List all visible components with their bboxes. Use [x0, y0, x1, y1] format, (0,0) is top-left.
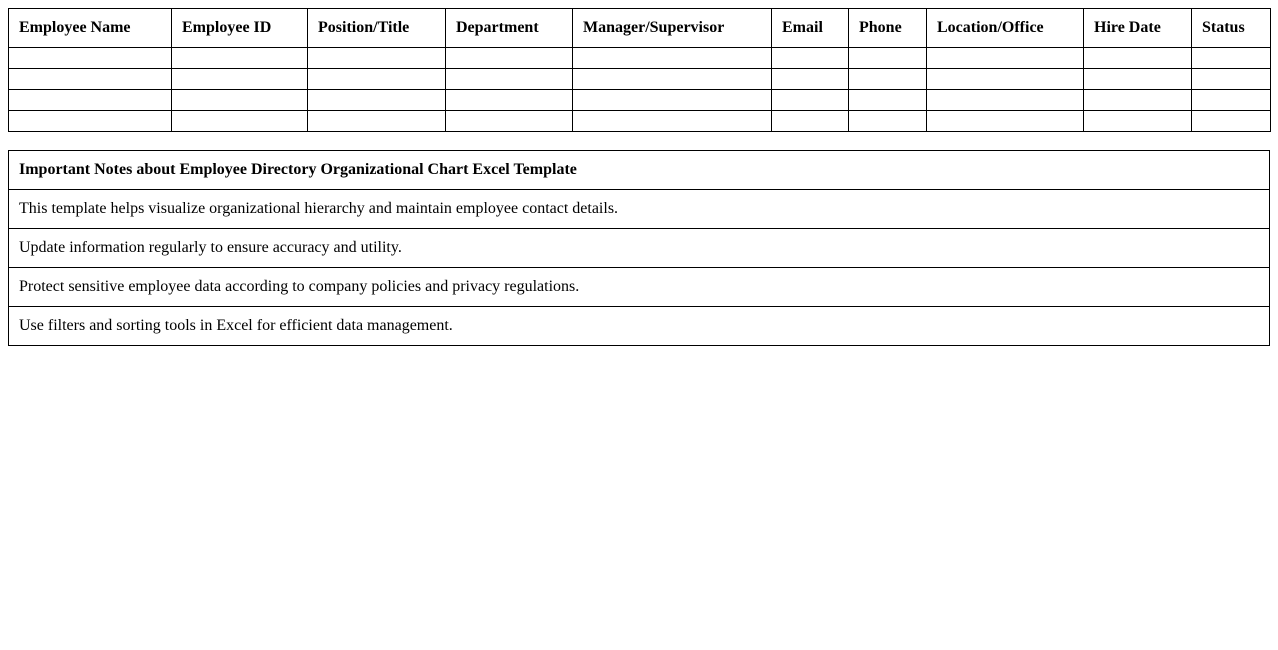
- table-cell[interactable]: [849, 111, 927, 132]
- column-header-email[interactable]: Email: [772, 9, 849, 48]
- table-cell[interactable]: [1192, 111, 1271, 132]
- column-header-status[interactable]: Status: [1192, 9, 1271, 48]
- table-cell[interactable]: [446, 48, 573, 69]
- table-cell[interactable]: [573, 111, 772, 132]
- table-cell[interactable]: [1084, 48, 1192, 69]
- employee-directory-table: [8, 8, 1271, 132]
- table-cell[interactable]: [172, 69, 308, 90]
- table-cell[interactable]: [9, 69, 172, 90]
- table-cell[interactable]: [573, 69, 772, 90]
- table-cell[interactable]: [308, 48, 446, 69]
- list-item: [9, 307, 1270, 346]
- table-cell[interactable]: [772, 48, 849, 69]
- note-text[interactable]: Update information regularly to ensure accuracy and utility.: [9, 229, 1270, 268]
- notes-title[interactable]: Important Notes about Employee Directory Organizational Chart Excel Template: [9, 151, 1270, 190]
- column-header-position-title[interactable]: Position/Title: [308, 9, 446, 48]
- note-text[interactable]: Protect sensitive employee data according to company policies and privacy regulations.: [9, 268, 1270, 307]
- table-cell[interactable]: [1084, 111, 1192, 132]
- table-cell[interactable]: [1192, 48, 1271, 69]
- note-text[interactable]: Use filters and sorting tools in Excel for efficient data management.: [9, 307, 1270, 346]
- table-cell[interactable]: [9, 48, 172, 69]
- column-header-hire-date[interactable]: Hire Date: [1084, 9, 1192, 48]
- list-item: [9, 268, 1270, 307]
- table-cell[interactable]: [927, 90, 1084, 111]
- notes-title-row: [9, 151, 1270, 190]
- table-cell[interactable]: [446, 90, 573, 111]
- column-header-employee-name[interactable]: Employee Name: [9, 9, 172, 48]
- table-cell[interactable]: [772, 69, 849, 90]
- table-cell[interactable]: [927, 69, 1084, 90]
- table-cell[interactable]: [772, 111, 849, 132]
- column-header-phone[interactable]: Phone: [849, 9, 927, 48]
- note-text[interactable]: This template helps visualize organizational hierarchy and maintain employee contact details.: [9, 190, 1270, 229]
- table-cell[interactable]: [849, 90, 927, 111]
- table-cell[interactable]: [9, 111, 172, 132]
- table-cell[interactable]: [573, 90, 772, 111]
- table-cell[interactable]: [446, 111, 573, 132]
- table-cell[interactable]: [772, 90, 849, 111]
- important-notes-table: [8, 150, 1270, 346]
- table-cell[interactable]: [1084, 69, 1192, 90]
- table-cell[interactable]: [172, 111, 308, 132]
- table-cell[interactable]: [308, 111, 446, 132]
- column-header-location-office[interactable]: Location/Office: [927, 9, 1084, 48]
- table-cell[interactable]: [172, 48, 308, 69]
- table-row: [9, 48, 1271, 69]
- table-row: [9, 111, 1271, 132]
- table-cell[interactable]: [927, 111, 1084, 132]
- table-header-row: [9, 9, 1271, 48]
- table-cell[interactable]: [849, 69, 927, 90]
- table-cell[interactable]: [1192, 90, 1271, 111]
- table-cell[interactable]: [308, 90, 446, 111]
- table-cell[interactable]: [1192, 69, 1271, 90]
- table-row: [9, 90, 1271, 111]
- table-cell[interactable]: [927, 48, 1084, 69]
- table-cell[interactable]: [172, 90, 308, 111]
- table-cell[interactable]: [849, 48, 927, 69]
- list-item: [9, 190, 1270, 229]
- table-cell[interactable]: [1084, 90, 1192, 111]
- table-row: [9, 69, 1271, 90]
- column-header-department[interactable]: Department: [446, 9, 573, 48]
- table-cell[interactable]: [446, 69, 573, 90]
- column-header-manager-supervisor[interactable]: Manager/Supervisor: [573, 9, 772, 48]
- table-cell[interactable]: [573, 48, 772, 69]
- list-item: [9, 229, 1270, 268]
- table-cell[interactable]: [308, 69, 446, 90]
- column-header-employee-id[interactable]: Employee ID: [172, 9, 308, 48]
- table-cell[interactable]: [9, 90, 172, 111]
